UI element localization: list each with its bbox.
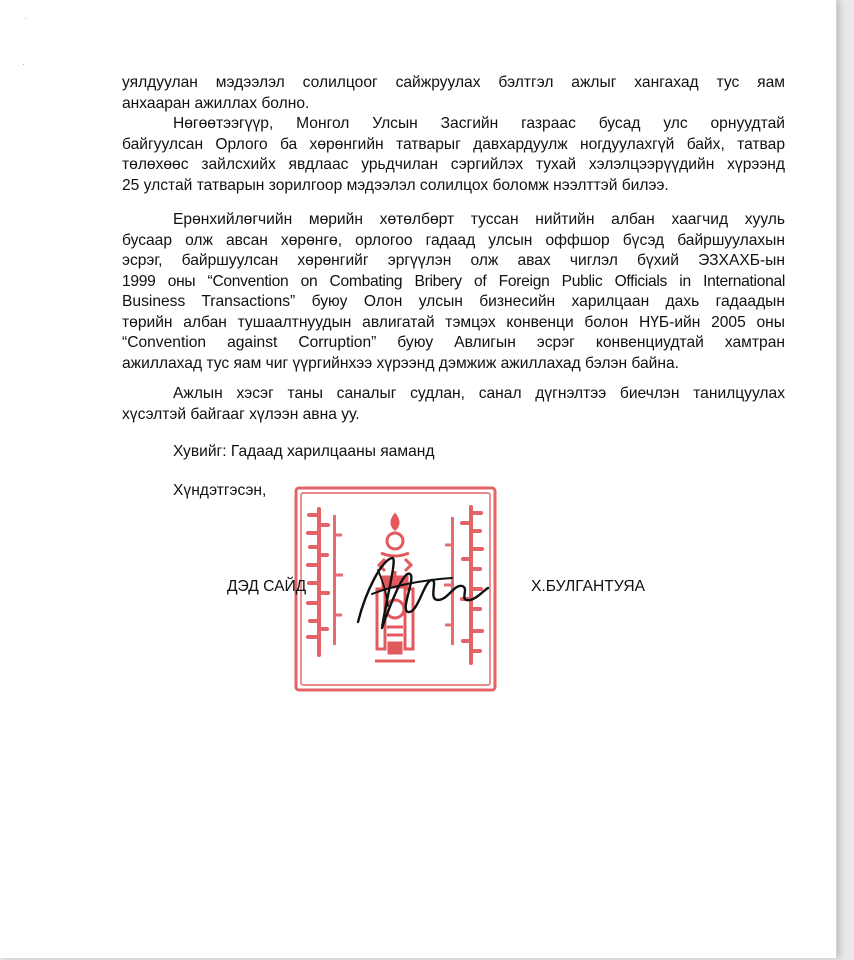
paragraph-tax-agreements: [122, 114, 785, 196]
text-line: Ажлын хэсэг таны саналыг судлан, санал дүгнэлтээ биечлэн танилцуулах: [173, 385, 785, 402]
scan-artifact: ·: [24, 14, 27, 23]
copy-to-line: Хувийг: Гадаад харилцааны яаманд: [173, 443, 435, 460]
text-line: “Convention against Corruption” буюу Авлигын эсрэг конвенциудтай хамтран: [122, 334, 785, 351]
signer-title: ДЭД САЙД: [227, 578, 307, 595]
text-line: 1999 оны “Convention on Combating Bribery of Foreign Public Officials in International: [122, 272, 785, 290]
closing-salutation: Хүндэтгэсэн,: [173, 482, 267, 499]
handwritten-signature: [352, 550, 492, 640]
text-line: Business Transactions” буюу Олон улсын бизнесийн харилцаан дахь гадаадын: [122, 293, 785, 310]
text-line: уялдуулан мэдээлэл солилцоог сайжруулах бэлтгэл ажлыг хангахад тус яам: [122, 74, 785, 91]
text-line: хүсэлтэй байгааг хүлээн авна уу.: [122, 405, 360, 423]
text-line: Ерөнхийлөгчийн мөрийн хөтөлбөрт туссан нийтийн албан хаагчид хууль: [173, 211, 785, 228]
text-line: 25 улстай татварын зорилгоор мэдээлэл солилцох боломж нээлттэй билээ.: [122, 176, 669, 194]
paragraph-request: [122, 384, 785, 425]
text-line: төлөхөөс зайлсхийх явдлаас урьдчилан сэргийлэх тухай хэлэлцээрүүдийн хүрээнд: [122, 156, 785, 173]
text-line: бусаар олж авсан хөрөнгө, орлогоо гадаад улсын оффшор бүсэд байршуулахын: [122, 231, 785, 249]
text-line: төрийн албан тушаалтнуудын авлигатай тэмцэх конвенци болон НҮБ-ийн 2005 оны: [122, 313, 785, 331]
text-line: анхааран ажиллах болно.: [122, 94, 310, 112]
text-line: байгуулсан Орлого ба хөрөнгийн татварыг давхардуулж ногдуулахгүй байх, татвар: [122, 135, 785, 153]
scan-artifact: ·: [22, 60, 25, 69]
text-line: ажиллахад тус яам чиг үүргийнхээ хүрээнд дэмжиж ажиллахад бэлэн байна.: [122, 354, 679, 372]
paragraph-conventions: [122, 210, 785, 374]
paragraph-continuation: [122, 73, 785, 114]
text-line: Нөгөөтээгүүр, Монгол Улсын Засгийн газраас бусад улс орнуудтай: [173, 115, 785, 132]
signer-name: Х.БУЛГАНТУЯА: [531, 578, 646, 595]
text-line: эсрэг, байршуулсан хөрөнгийг эргүүлэн олж авах чиглэл бүхий ЭЗХАХБ-ын: [122, 252, 785, 269]
